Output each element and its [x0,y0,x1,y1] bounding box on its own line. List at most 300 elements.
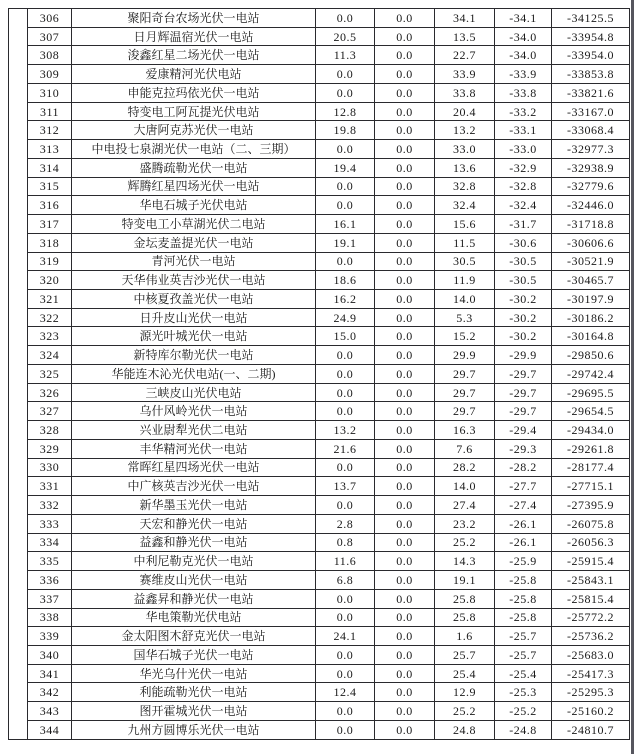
station-name-cell: 利能疏勒光伏一电站 [72,683,316,702]
value-cell-2: 0.0 [375,252,435,271]
value-cell-1: 0.0 [316,346,375,365]
value-cell-5: -29434.0 [552,421,630,440]
station-name-cell: 金太阳图木舒克光伏一电站 [72,627,316,646]
station-name-cell: 九州方圆博乐光伏一电站 [72,720,316,739]
table-row [28,664,630,683]
value-cell-3: 33.8 [435,83,495,102]
table-row [28,308,630,327]
row-number-cell: 337 [28,589,72,608]
row-number-cell: 338 [28,608,72,627]
value-cell-5: -30521.9 [552,252,630,271]
value-cell-5: -29695.5 [552,383,630,402]
value-cell-1: 16.1 [316,215,375,234]
value-cell-2: 0.0 [375,533,435,552]
value-cell-1: 0.0 [316,496,375,515]
value-cell-1: 12.8 [316,102,375,121]
value-cell-5: -29742.4 [552,364,630,383]
data-table [27,8,630,740]
station-name-cell: 中核夏孜盖光伏一电站 [72,290,316,309]
table-body [28,9,630,740]
table-row [28,271,630,290]
row-number-cell: 340 [28,645,72,664]
value-cell-2: 0.0 [375,196,435,215]
value-cell-2: 0.0 [375,477,435,496]
value-cell-1: 12.4 [316,683,375,702]
value-cell-2: 0.0 [375,571,435,590]
value-cell-5: -30606.6 [552,233,630,252]
value-cell-4: -25.7 [495,627,552,646]
value-cell-1: 21.6 [316,439,375,458]
value-cell-3: 20.4 [435,102,495,121]
value-cell-4: -29.7 [495,402,552,421]
value-cell-5: -32977.3 [552,140,630,159]
value-cell-5: -26056.3 [552,533,630,552]
value-cell-1: 0.0 [316,458,375,477]
row-number-cell: 324 [28,346,72,365]
value-cell-1: 18.6 [316,271,375,290]
value-cell-4: -25.8 [495,571,552,590]
value-cell-5: -29850.6 [552,346,630,365]
value-cell-1: 0.0 [316,364,375,383]
row-number-cell: 325 [28,364,72,383]
value-cell-1: 0.0 [316,645,375,664]
value-cell-1: 11.3 [316,46,375,65]
value-cell-2: 0.0 [375,177,435,196]
value-cell-3: 11.9 [435,271,495,290]
value-cell-1: 19.4 [316,158,375,177]
value-cell-3: 14.0 [435,290,495,309]
table-row [28,102,630,121]
row-number-cell: 333 [28,514,72,533]
value-cell-1: 11.6 [316,552,375,571]
value-cell-5: -25915.4 [552,552,630,571]
value-cell-3: 15.2 [435,327,495,346]
value-cell-2: 0.0 [375,720,435,739]
row-number-cell: 310 [28,83,72,102]
value-cell-1: 0.0 [316,83,375,102]
value-cell-4: -34.0 [495,27,552,46]
value-cell-1: 19.1 [316,233,375,252]
value-cell-4: -29.4 [495,421,552,440]
value-cell-5: -27395.9 [552,496,630,515]
table-row [28,290,630,309]
value-cell-3: 1.6 [435,627,495,646]
table-row [28,158,630,177]
value-cell-1: 20.5 [316,27,375,46]
station-name-cell: 日升皮山光伏一电站 [72,308,316,327]
value-cell-2: 0.0 [375,121,435,140]
value-cell-4: -25.9 [495,552,552,571]
row-number-cell: 319 [28,252,72,271]
station-name-cell: 天宏和静光伏一电站 [72,514,316,533]
value-cell-4: -30.2 [495,327,552,346]
value-cell-2: 0.0 [375,308,435,327]
row-number-cell: 318 [28,233,72,252]
value-cell-2: 0.0 [375,645,435,664]
value-cell-5: -32779.6 [552,177,630,196]
value-cell-5: -34125.5 [552,9,630,28]
value-cell-5: -25736.2 [552,627,630,646]
value-cell-1: 19.8 [316,121,375,140]
table-row [28,589,630,608]
station-name-cell: 兴业尉犁光伏二电站 [72,421,316,440]
station-name-cell: 申能克拉玛依光伏一电站 [72,83,316,102]
table-row [28,9,630,28]
value-cell-2: 0.0 [375,140,435,159]
value-cell-4: -32.9 [495,158,552,177]
station-name-cell: 天华伟业英吉沙光伏一电站 [72,271,316,290]
value-cell-2: 0.0 [375,439,435,458]
table-row [28,402,630,421]
row-number-cell: 327 [28,402,72,421]
value-cell-4: -29.7 [495,364,552,383]
value-cell-3: 28.2 [435,458,495,477]
value-cell-3: 32.8 [435,177,495,196]
value-cell-1: 13.2 [316,421,375,440]
station-name-cell: 源光叶城光伏一电站 [72,327,316,346]
row-number-cell: 307 [28,27,72,46]
value-cell-1: 0.0 [316,65,375,84]
station-name-cell: 特变电工小草湖光伏二电站 [72,215,316,234]
value-cell-5: -31718.8 [552,215,630,234]
value-cell-2: 0.0 [375,9,435,28]
row-number-cell: 328 [28,421,72,440]
value-cell-1: 6.8 [316,571,375,590]
value-cell-4: -30.5 [495,271,552,290]
value-cell-5: -25295.3 [552,683,630,702]
value-cell-2: 0.0 [375,458,435,477]
value-cell-1: 0.0 [316,383,375,402]
value-cell-2: 0.0 [375,327,435,346]
value-cell-2: 0.0 [375,702,435,721]
value-cell-4: -33.8 [495,83,552,102]
value-cell-5: -25160.2 [552,702,630,721]
table-row [28,83,630,102]
value-cell-3: 19.1 [435,571,495,590]
value-cell-5: -32446.0 [552,196,630,215]
row-number-cell: 326 [28,383,72,402]
row-number-cell: 311 [28,102,72,121]
row-number-cell: 316 [28,196,72,215]
value-cell-3: 15.6 [435,215,495,234]
value-cell-5: -29261.8 [552,439,630,458]
value-cell-4: -25.4 [495,664,552,683]
value-cell-1: 24.1 [316,627,375,646]
value-cell-4: -32.8 [495,177,552,196]
table-row [28,552,630,571]
value-cell-2: 0.0 [375,664,435,683]
value-cell-2: 0.0 [375,65,435,84]
value-cell-2: 0.0 [375,683,435,702]
value-cell-3: 27.4 [435,496,495,515]
station-name-cell: 盛腾疏勒光伏一电站 [72,158,316,177]
row-number-cell: 336 [28,571,72,590]
value-cell-1: 0.0 [316,589,375,608]
value-cell-1: 24.9 [316,308,375,327]
value-cell-3: 23.2 [435,514,495,533]
table-row [28,702,630,721]
station-name-cell: 中广核英吉沙光伏一电站 [72,477,316,496]
table-row [28,121,630,140]
value-cell-5: -24810.7 [552,720,630,739]
row-number-cell: 329 [28,439,72,458]
solar-station-table [8,8,630,740]
row-number-cell: 320 [28,271,72,290]
table-row [28,421,630,440]
value-cell-2: 0.0 [375,589,435,608]
value-cell-4: -29.9 [495,346,552,365]
value-cell-4: -30.5 [495,252,552,271]
value-cell-4: -34.1 [495,9,552,28]
value-cell-3: 13.6 [435,158,495,177]
value-cell-4: -27.4 [495,496,552,515]
value-cell-5: -33167.0 [552,102,630,121]
station-name-cell: 辉腾红星四场光伏一电站 [72,177,316,196]
row-number-cell: 309 [28,65,72,84]
row-number-cell: 313 [28,140,72,159]
value-cell-3: 22.7 [435,46,495,65]
station-name-cell: 爱康精河光伏电站 [72,65,316,84]
station-name-cell: 华能连木沁光伏电站(一、二期) [72,364,316,383]
station-name-cell: 新特库尔勒光伏一电站 [72,346,316,365]
row-number-cell: 341 [28,664,72,683]
value-cell-2: 0.0 [375,346,435,365]
value-cell-2: 0.0 [375,271,435,290]
value-cell-2: 0.0 [375,364,435,383]
row-number-cell: 306 [28,9,72,28]
row-number-cell: 321 [28,290,72,309]
row-number-cell: 332 [28,496,72,515]
value-cell-3: 25.2 [435,533,495,552]
value-cell-5: -32938.9 [552,158,630,177]
table-row [28,720,630,739]
value-cell-2: 0.0 [375,383,435,402]
value-cell-5: -25815.4 [552,589,630,608]
value-cell-1: 0.0 [316,177,375,196]
station-name-cell: 三峡皮山光伏电站 [72,383,316,402]
value-cell-2: 0.0 [375,421,435,440]
value-cell-4: -29.3 [495,439,552,458]
station-name-cell: 中电投七泉湖光伏一电站（二、三期） [72,140,316,159]
table-row [28,233,630,252]
station-name-cell: 华电石城子光伏电站 [72,196,316,215]
value-cell-4: -30.2 [495,290,552,309]
value-cell-3: 32.4 [435,196,495,215]
value-cell-3: 24.8 [435,720,495,739]
value-cell-5: -28177.4 [552,458,630,477]
station-name-cell: 赛维皮山光伏一电站 [72,571,316,590]
value-cell-4: -33.9 [495,65,552,84]
station-name-cell: 益鑫昇和静光伏一电站 [72,589,316,608]
table-row [28,46,630,65]
station-name-cell: 常晖红星四场光伏一电站 [72,458,316,477]
value-cell-5: -33821.6 [552,83,630,102]
value-cell-5: -33853.8 [552,65,630,84]
value-cell-4: -34.0 [495,46,552,65]
value-cell-3: 25.8 [435,589,495,608]
value-cell-5: -27715.1 [552,477,630,496]
value-cell-5: -25417.3 [552,664,630,683]
value-cell-3: 29.9 [435,346,495,365]
station-name-cell: 浚鑫红星二场光伏一电站 [72,46,316,65]
table-row [28,364,630,383]
value-cell-3: 29.7 [435,402,495,421]
value-cell-2: 0.0 [375,514,435,533]
row-number-cell: 312 [28,121,72,140]
value-cell-2: 0.0 [375,496,435,515]
value-cell-3: 34.1 [435,9,495,28]
row-number-cell: 339 [28,627,72,646]
value-cell-3: 12.9 [435,683,495,702]
value-cell-4: -31.7 [495,215,552,234]
station-name-cell: 中利尼勒克光伏一电站 [72,552,316,571]
value-cell-5: -30186.2 [552,308,630,327]
row-number-cell: 330 [28,458,72,477]
value-cell-1: 13.7 [316,477,375,496]
station-name-cell: 华电策勒光伏电站 [72,608,316,627]
value-cell-4: -25.3 [495,683,552,702]
value-cell-2: 0.0 [375,46,435,65]
value-cell-1: 15.0 [316,327,375,346]
value-cell-3: 14.3 [435,552,495,571]
row-number-cell: 342 [28,683,72,702]
merged-left-cell [8,8,27,740]
table-row [28,383,630,402]
value-cell-4: -32.4 [495,196,552,215]
table-row [28,327,630,346]
row-number-cell: 343 [28,702,72,721]
value-cell-5: -26075.8 [552,514,630,533]
table-row [28,514,630,533]
row-number-cell: 322 [28,308,72,327]
station-name-cell: 聚阳奇台农场光伏一电站 [72,9,316,28]
value-cell-2: 0.0 [375,552,435,571]
row-number-cell: 331 [28,477,72,496]
page-edge-line [631,0,634,754]
value-cell-5: -30164.8 [552,327,630,346]
value-cell-4: -33.1 [495,121,552,140]
table-row [28,627,630,646]
table-row [28,458,630,477]
table-row [28,252,630,271]
row-number-cell: 344 [28,720,72,739]
table-row [28,571,630,590]
value-cell-3: 25.7 [435,645,495,664]
row-number-cell: 334 [28,533,72,552]
table-row [28,477,630,496]
value-cell-3: 33.0 [435,140,495,159]
table-row [28,533,630,552]
value-cell-2: 0.0 [375,402,435,421]
value-cell-3: 13.2 [435,121,495,140]
station-name-cell: 益鑫和静光伏一电站 [72,533,316,552]
value-cell-1: 0.0 [316,702,375,721]
station-name-cell: 图开霍城光伏一电站 [72,702,316,721]
value-cell-5: -33068.4 [552,121,630,140]
value-cell-1: 0.0 [316,9,375,28]
value-cell-4: -29.7 [495,383,552,402]
table-row [28,439,630,458]
station-name-cell: 青河光伏一电站 [72,252,316,271]
value-cell-4: -26.1 [495,533,552,552]
row-number-cell: 308 [28,46,72,65]
row-number-cell: 315 [28,177,72,196]
value-cell-4: -33.2 [495,102,552,121]
value-cell-4: -27.7 [495,477,552,496]
value-cell-3: 25.4 [435,664,495,683]
station-name-cell: 国华石城子光伏一电站 [72,645,316,664]
value-cell-3: 29.7 [435,364,495,383]
value-cell-2: 0.0 [375,627,435,646]
table-row [28,683,630,702]
value-cell-5: -25843.1 [552,571,630,590]
value-cell-1: 0.0 [316,664,375,683]
value-cell-3: 25.8 [435,608,495,627]
value-cell-2: 0.0 [375,102,435,121]
station-name-cell: 大唐阿克苏光伏一电站 [72,121,316,140]
value-cell-2: 0.0 [375,290,435,309]
value-cell-1: 0.0 [316,140,375,159]
value-cell-1: 0.0 [316,402,375,421]
value-cell-2: 0.0 [375,27,435,46]
value-cell-1: 0.0 [316,252,375,271]
value-cell-3: 16.3 [435,421,495,440]
table-row [28,645,630,664]
value-cell-2: 0.0 [375,158,435,177]
station-name-cell: 金坛麦盖提光伏一电站 [72,233,316,252]
station-name-cell: 乌什风岭光伏一电站 [72,402,316,421]
value-cell-5: -25772.2 [552,608,630,627]
value-cell-5: -25683.0 [552,645,630,664]
value-cell-3: 11.5 [435,233,495,252]
table-row [28,27,630,46]
value-cell-4: -30.2 [495,308,552,327]
station-name-cell: 特变电工阿瓦提光伏电站 [72,102,316,121]
value-cell-1: 0.8 [316,533,375,552]
value-cell-5: -33954.0 [552,46,630,65]
row-number-cell: 335 [28,552,72,571]
row-number-cell: 317 [28,215,72,234]
table-row [28,346,630,365]
value-cell-5: -30197.9 [552,290,630,309]
table-row [28,65,630,84]
value-cell-4: -33.0 [495,140,552,159]
table-row [28,140,630,159]
value-cell-4: -24.8 [495,720,552,739]
value-cell-4: -25.7 [495,645,552,664]
table-row [28,608,630,627]
table-row [28,215,630,234]
value-cell-5: -29654.5 [552,402,630,421]
value-cell-1: 0.0 [316,196,375,215]
value-cell-3: 33.9 [435,65,495,84]
value-cell-3: 13.5 [435,27,495,46]
value-cell-4: -25.8 [495,589,552,608]
row-number-cell: 314 [28,158,72,177]
row-number-cell: 323 [28,327,72,346]
value-cell-4: -25.2 [495,702,552,721]
value-cell-3: 5.3 [435,308,495,327]
table-row [28,196,630,215]
value-cell-4: -28.2 [495,458,552,477]
value-cell-1: 2.8 [316,514,375,533]
value-cell-1: 0.0 [316,608,375,627]
value-cell-4: -25.8 [495,608,552,627]
value-cell-1: 16.2 [316,290,375,309]
value-cell-4: -26.1 [495,514,552,533]
value-cell-2: 0.0 [375,215,435,234]
station-name-cell: 华光乌什光伏一电站 [72,664,316,683]
